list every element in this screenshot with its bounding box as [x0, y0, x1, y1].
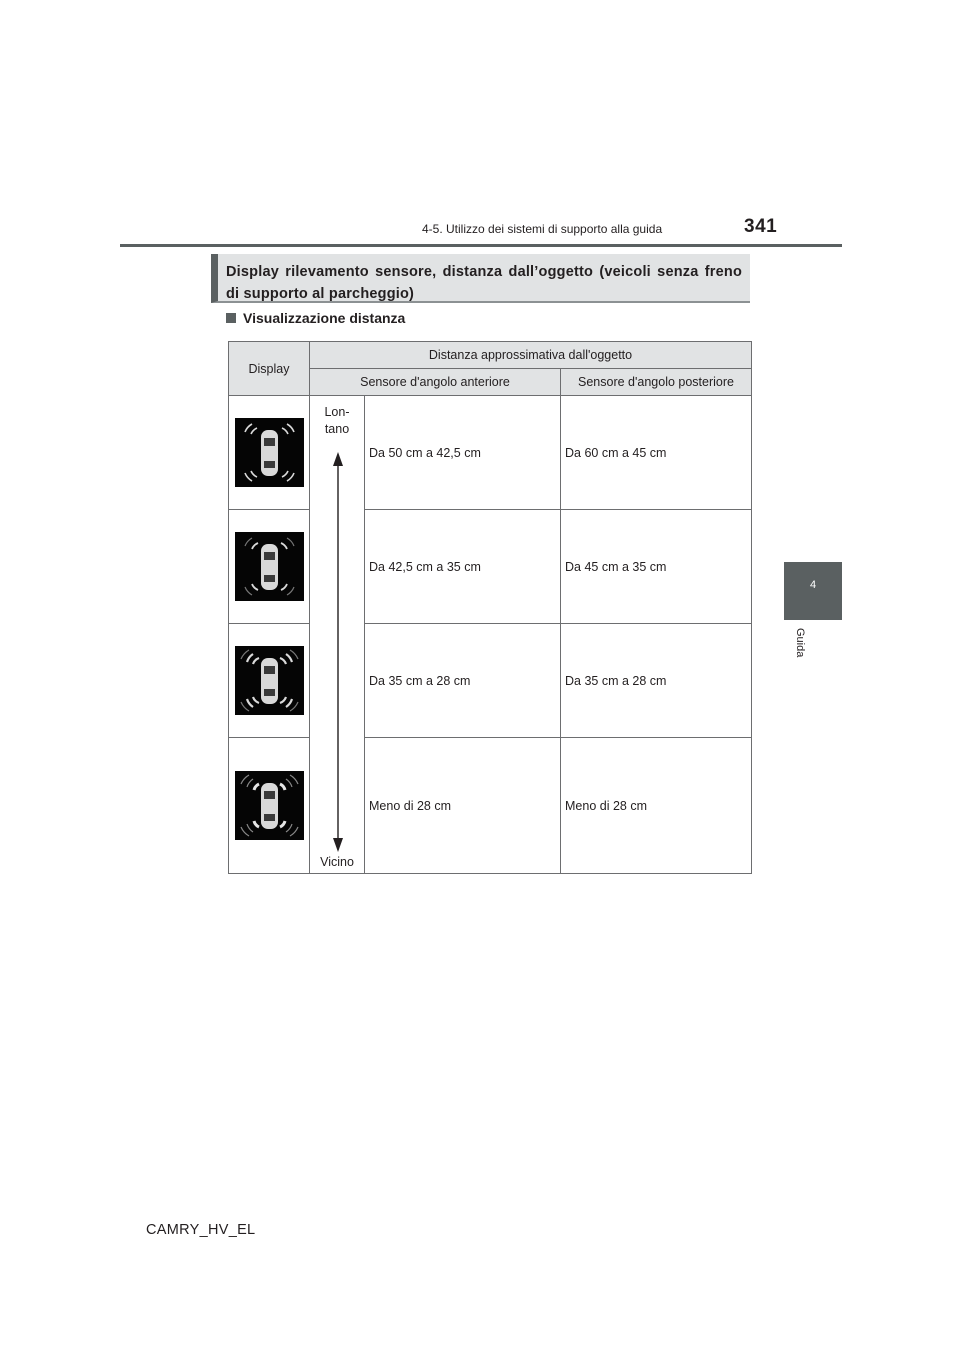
front-distance-cell: Da 50 cm a 42,5 cm	[365, 396, 561, 510]
rear-distance-cell: Meno di 28 cm	[561, 738, 752, 874]
chapter-tab: 4	[784, 562, 842, 620]
car-sensor-display-medium-icon	[235, 532, 304, 601]
car-sensor-display-far-icon	[235, 418, 304, 487]
distance-arrow-cell	[310, 396, 365, 874]
subheading	[226, 310, 405, 326]
rear-distance-cell: Da 45 cm a 35 cm	[561, 510, 752, 624]
table-row	[229, 510, 752, 624]
section-heading: Display rilevamento sensore, distanza dall’oggetto (veicoli senza freno di supporto al parcheggio)	[211, 254, 750, 303]
car-sensor-display-closest-icon	[235, 771, 304, 840]
chapter-label	[792, 628, 808, 672]
col-header-rear: Sensore d'angolo posteriore	[561, 369, 752, 396]
display-cell	[229, 738, 310, 874]
rear-distance-cell: Da 35 cm a 28 cm	[561, 624, 752, 738]
table-row	[229, 624, 752, 738]
header-section-title: 4-5. Utilizzo dei sistemi di supporto alla guida	[422, 222, 663, 236]
distance-table	[228, 341, 752, 874]
rear-distance-cell: Da 60 cm a 45 cm	[561, 396, 752, 510]
table-row	[229, 738, 752, 874]
col-header-front: Sensore d'angolo anteriore	[310, 369, 561, 396]
arrow-label-near: Vicino	[320, 855, 354, 869]
display-cell	[229, 396, 310, 510]
display-cell	[229, 510, 310, 624]
table-row	[229, 396, 752, 510]
chapter-label-text: Guida	[794, 628, 806, 658]
page-number: 341	[744, 216, 778, 237]
col-header-display: Display	[229, 342, 310, 396]
subheading-text: Visualizzazione distanza	[243, 310, 406, 326]
front-distance-cell: Meno di 28 cm	[365, 738, 561, 874]
square-bullet-icon	[226, 313, 236, 323]
car-sensor-display-near-icon	[235, 646, 304, 715]
footer-model-code: CAMRY_HV_EL	[146, 1222, 256, 1238]
front-distance-cell: Da 35 cm a 28 cm	[365, 624, 561, 738]
display-cell	[229, 624, 310, 738]
header-divider	[120, 244, 842, 247]
arrow-label-far: Lon- tano	[324, 405, 350, 436]
col-header-distance: Distanza approssimativa dall'oggetto	[310, 342, 752, 369]
double-headed-arrow-icon	[328, 452, 348, 852]
front-distance-cell: Da 42,5 cm a 35 cm	[365, 510, 561, 624]
